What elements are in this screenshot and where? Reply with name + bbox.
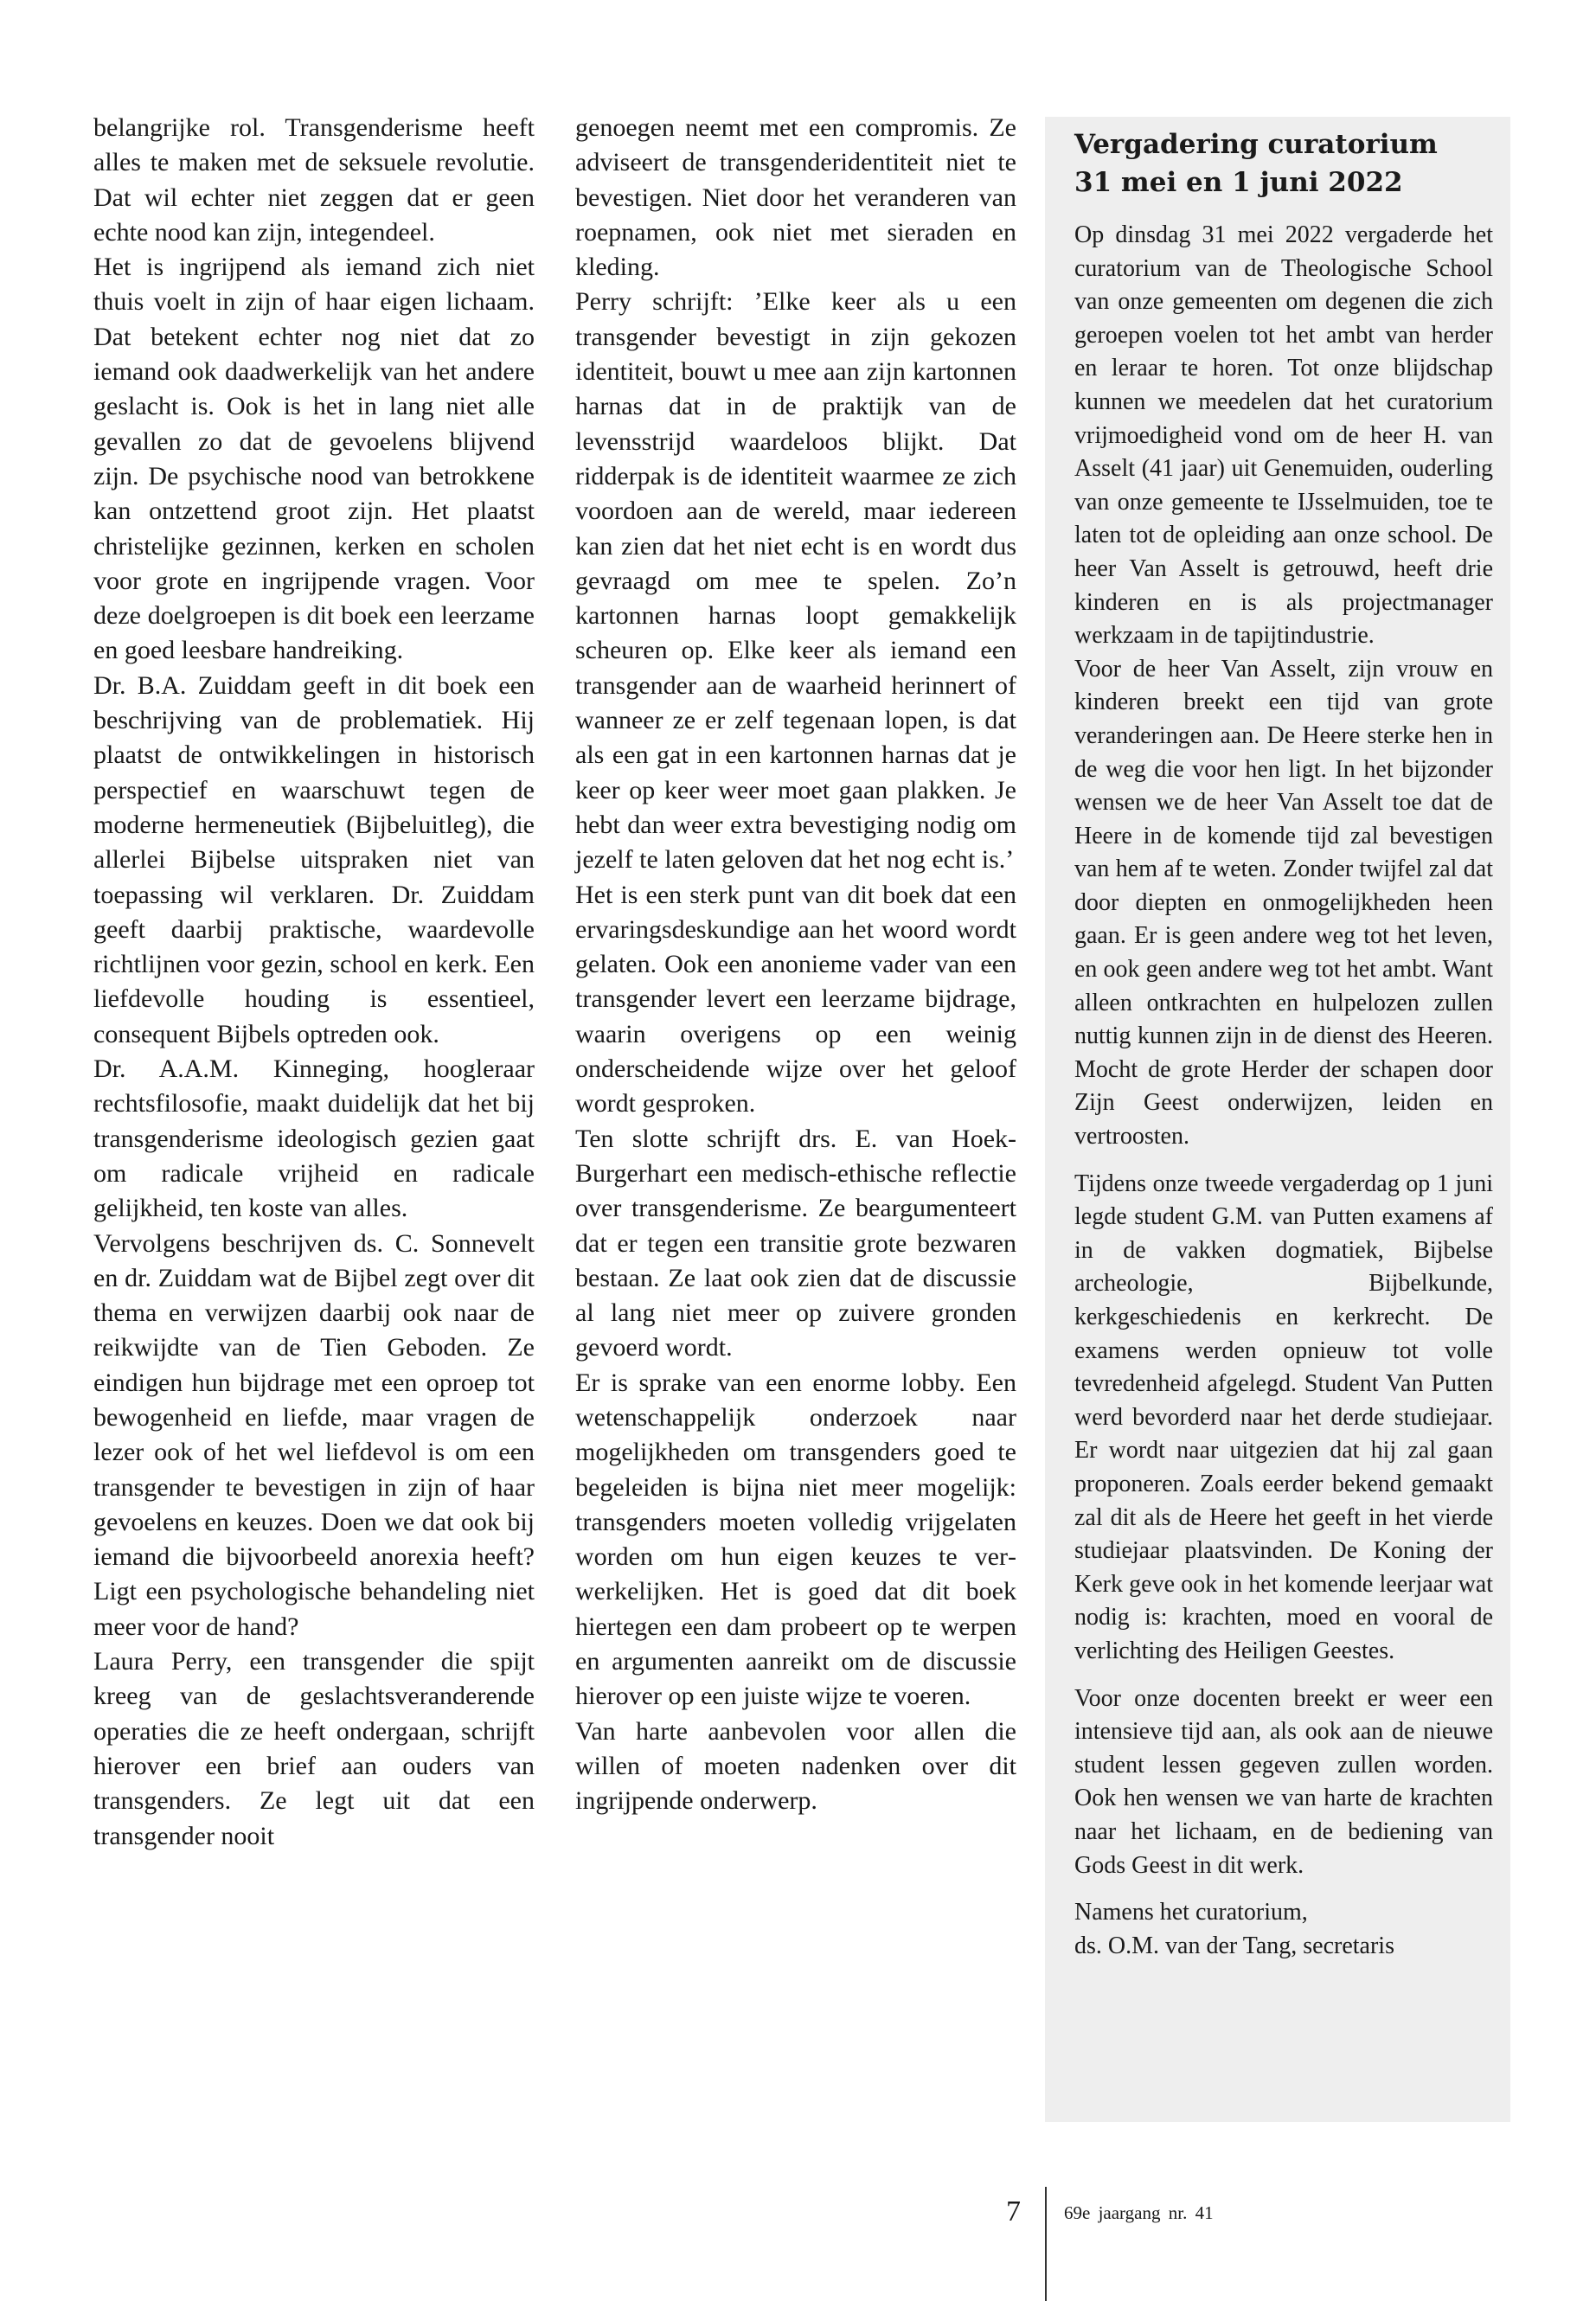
signature-line1: Namens het curatorium, — [1074, 1899, 1308, 1926]
article-paragraph: Er is sprake van een enorme lobby. Een wetenschappelijk onderzoek naar mogelijkheden om transgenders goed te begeleiden is bijna niet meer mogelijk: transgenders moeten volledig vrijgelaten worden om hun eigen keuzes te verwerkelijken. Het is goed dat dit boek hiertegen een dam probeert op te werpen en argumenten aanreikt om de discussie hierover op een juiste wijze te voeren. — [575, 1368, 1016, 1711]
article-paragraph: Vervolgens beschrijven ds. C. Sonnevelt en dr. Zuiddam wat de Bijbel zegt over dit thema en verwijzen daarbij ook naar de reikwijdte van de Tien Geboden. Ze eindigen hun bijdrage met een oproep tot bewogenheid en liefde, maar vragen de lezer ook of het wel liefdevol is om een transgender te bevestigen in zijn of haar gevoelens en keuzes. Doen we dat ook bij iemand die bijvoorbeeld anorexia heeft? Ligt een psychologische behandeling niet meer voor de hand? — [93, 1228, 535, 1641]
article-left-column — [93, 111, 535, 1854]
issue-label: 69e jaargang nr. 41 — [1064, 2202, 1214, 2223]
sidebar-paragraph: Tijdens onze tweede vergaderdag op 1 juni legde student G.M. van Putten examens af in de vakken dogmatiek, Bijbelse archeologie, Bijbelkunde, kerkgeschiedenis en kerkrecht. De examens werden opnieuw tot volle tevredenheid afgelegd. Student Van Putten werd bevorderd naar het derde studiejaar. Er wordt naar uitgezien dat hij zal gaan proponeren. Zoals eerder bekend gemaakt zal dit als de Heere het geeft in het vierde studiejaar plaatsvinden. De Koning der Kerk geve ook in het komende leerjaar wat nodig is: krachten, moed en vooral de verlichting des Heiligen Geestes. — [1074, 1170, 1493, 1664]
sidebar-title-line2: 31 mei en 1 juni 2022 — [1074, 167, 1403, 198]
article-paragraph: Ten slotte schrijft drs. E. van Hoek-Burgerhart een medisch-ethische reflectie over transgenderisme. Ze beargumenteert dat er tegen een transitie grote bezwaren bestaan. Ze laat ook zien dat de discussie al lang niet meer op zuivere gronden gevoerd wordt. — [575, 1124, 1016, 1362]
sidebar-paragraph: Op dinsdag 31 mei 2022 vergaderde het curatorium van de Theologische School van onze gemeenten om degenen die zich geroepen voelen tot het ambt van herder en leraar te horen. Tot onze blijdschap kunnen we meedelen dat het curatorium vrijmoedigheid vond om de heer H. van Asselt (41 jaar) uit Genemuiden, ouderling van onze gemeente te IJsselmuiden, toe te laten tot de opleiding aan onze school. De heer Van Asselt is getrouwd, heeft drie kinderen en is als projectmanager werkzaam in de tapijtindustrie. — [1074, 221, 1493, 650]
sidebar-title — [1074, 125, 1493, 202]
article-paragraph: genoegen neemt met een compromis. Ze adviseert de transgenderidentiteit niet te bevestigen. Niet door het veranderen van roepnamen, ook niet met sieraden en kleding. — [575, 113, 1016, 282]
article-paragraph: Dr. A.A.M. Kinneging, hoogleraar rechtsfilosofie, maakt duidelijk dat het bij transgenderisme ideologisch gezien gaat om radicale vrijheid en radicale gelijkheid, ten koste van alles. — [93, 1054, 535, 1223]
article-paragraph: Dr. B.A. Zuiddam geeft in dit boek een beschrijving van de problematiek. Hij plaatst de ontwikkelingen in historisch perspectief en waarschuwt tegen de moderne hermeneutiek (Bijbeluitleg), die allerlei Bijbelse uitspraken niet van toepassing wil verklaren. Dr. Zuiddam geeft daarbij praktische, waardevolle richtlijnen voor gezin, school en kerk. Een liefdevolle houding is essentieel, consequent Bijbels optreden ook. — [93, 670, 535, 1048]
footer-divider — [1045, 2187, 1047, 2301]
sidebar-content — [1074, 125, 1493, 1963]
page-number: 7 — [1006, 2195, 1021, 2227]
article-paragraph: Van harte aanbevolen voor allen die willen of moeten nadenken over dit ingrijpende onderwerp. — [575, 1716, 1016, 1816]
article-middle-column — [575, 111, 1016, 1819]
sidebar-paragraph: Voor de heer Van Asselt, zijn vrouw en kinderen breekt een tijd van grote veranderingen aan. De Heere sterke hen in de weg die voor hen ligt. In het bijzonder wensen we de heer Van Asselt toe dat de Heere in de komende tijd zal bevestigen van hem af te weten. Zonder twijfel zal dat door diepten en onmogelijkheden heen gaan. Er is geen andere weg tot het leven, en ook geen andere weg tot het ambt. Want alleen ontkrachten en hulpelozen zullen nuttig kunnen zijn in de dienst des Heeren. Mocht de grote Herder der schapen door Zijn Geest onderwijzen, leiden en vertroosten. — [1074, 655, 1493, 1150]
article-paragraph: Het is een sterk punt van dit boek dat een ervaringsdeskundige aan het woord wordt gelaten. Ook een anonieme vader van een transgender levert een leerzame bijdrage, waarin overigens op een weinig onderscheidende wijze over het geloof wordt gesproken. — [575, 880, 1016, 1118]
article-paragraph: Laura Perry, een transgender die spijt kreeg van de geslachtsveranderende operaties die ze heeft ondergaan, schrijft hierover een brief aan ouders van transgenders. Ze legt uit dat een transgender nooit — [93, 1647, 535, 1850]
article-paragraph: Perry schrijft: ’Elke keer als u een transgender bevestigt in zijn gekozen identiteit, bouwt u mee aan zijn kartonnen harnas dat in de praktijk van de levensstrijd waardeloos blijkt. Dat ridderpak is de identiteit waarmee ze zich voordoen aan de wereld, maar iedereen kan zien dat het niet echt is en wordt dus gevraagd om mee te spelen. Zo’n kartonnen harnas loopt gemakkelijk scheuren op. Elke keer als iemand een transgender aan de waarheid herinnert of wanneer ze er zelf tegenaan lopen, is dat als een gat in een kartonnen harnas dat je keer op keer weer moet gaan plakken. Je hebt dan weer extra bevestiging nodig om jezelf te laten geloven dat het nog echt is.’ — [575, 287, 1016, 875]
article-paragraph: belangrijke rol. Transgenderisme heeft alles te maken met de seksuele revolutie. Dat wil echter niet zeggen dat er geen echte nood kan zijn, integendeel. — [93, 113, 535, 247]
article-paragraph: Het is ingrijpend als iemand zich niet thuis voelt in zijn of haar eigen lichaam. Dat betekent echter nog niet dat zo iemand ook daadwerkelijk van het andere geslacht is. Ook is het in lang niet alle gevallen zo dat de gevoelens blijvend zijn. De psychische nood van betrokkene kan ontzettend groot zijn. Het plaatst christelijke gezinnen, kerken en scholen voor grote en ingrijpende vragen. Voor deze doelgroepen is dit boek een leerzame en goed leesbare handreiking. — [93, 253, 535, 665]
sidebar-paragraph: Voor onze docenten breekt er weer een intensieve tijd aan, als ook aan de nieuwe student lessen gegeven zullen worden. Ook hen wensen we van harte de krachten naar het lichaam, en de bediening van Gods Geest in dit werk. — [1074, 1684, 1493, 1879]
signature-line2: ds. O.M. van der Tang, secretaris — [1074, 1932, 1394, 1959]
sidebar-signature — [1074, 1896, 1493, 1963]
sidebar-title-line1: Vergadering curatorium — [1074, 129, 1438, 160]
